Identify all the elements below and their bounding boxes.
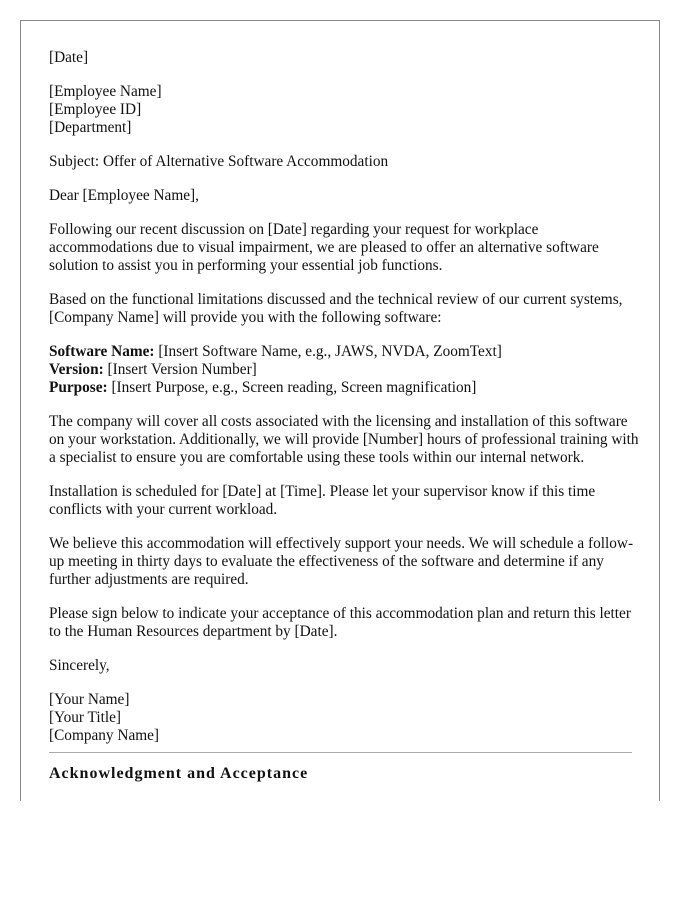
sender-company: [Company Name] [49,727,160,744]
software-version-label: Version: [49,361,104,378]
software-details [49,343,639,397]
recipient-name: [Employee Name] [49,83,162,100]
date-line: [Date] [49,49,89,66]
paragraph-software-offer: Based on the functional limitations discussed and the technical review of our current systems, [Company Name] will provide you with the following software: [49,291,623,326]
paragraph-installation: Installation is scheduled for [Date] at [Time]. Please let your supervisor know if this time conflicts with your current workload. [49,483,596,518]
recipient-department: [Department] [49,119,132,136]
software-name-row [49,343,639,361]
paragraph-costs-training: The company will cover all costs associated with the licensing and installation of this software on your workstation. Additionally, we will provide [Number] hours of professional training with a specialist to ensure you are comfortable using these tools within our internal network. [49,413,639,466]
software-purpose-value: [Insert Purpose, e.g., Screen reading, Screen magnification] [107,379,477,396]
acknowledgment-heading-text: Acknowledgment and Acceptance [49,765,309,782]
sender-block [49,691,639,745]
letter-page [20,20,660,801]
sender-name: [Your Name] [49,691,130,708]
letter-body [49,49,639,782]
paragraph-intro: Following our recent discussion on [Date] regarding your request for workplace accommodations due to visual impairment, we are pleased to offer an alternative software solution to assist you in performing your essential job functions. [49,221,599,274]
acknowledgment-heading [49,765,639,782]
sender-title: [Your Title] [49,709,121,726]
salutation: Dear [Employee Name], [49,187,199,204]
software-purpose-row [49,379,639,397]
recipient-block [49,83,639,137]
paragraph-signature-request: Please sign below to indicate your acceptance of this accommodation plan and return this letter to the Human Resources department by [Date]. [49,605,631,640]
subject-line: Subject: Offer of Alternative Software Accommodation [49,153,389,170]
software-name-label: Software Name: [49,343,155,360]
software-version-value: [Insert Version Number] [103,361,257,378]
closing: Sincerely, [49,657,110,674]
section-divider [49,752,632,753]
recipient-id: [Employee ID] [49,101,142,118]
software-version-row [49,361,639,379]
paragraph-follow-up: We believe this accommodation will effectively support your needs. We will schedule a follow-up meeting in thirty days to evaluate the effectiveness of the software and determine if any further adjustments are required. [49,535,634,588]
software-name-value: [Insert Software Name, e.g., JAWS, NVDA, ZoomText] [154,343,502,360]
software-purpose-label: Purpose: [49,379,108,396]
